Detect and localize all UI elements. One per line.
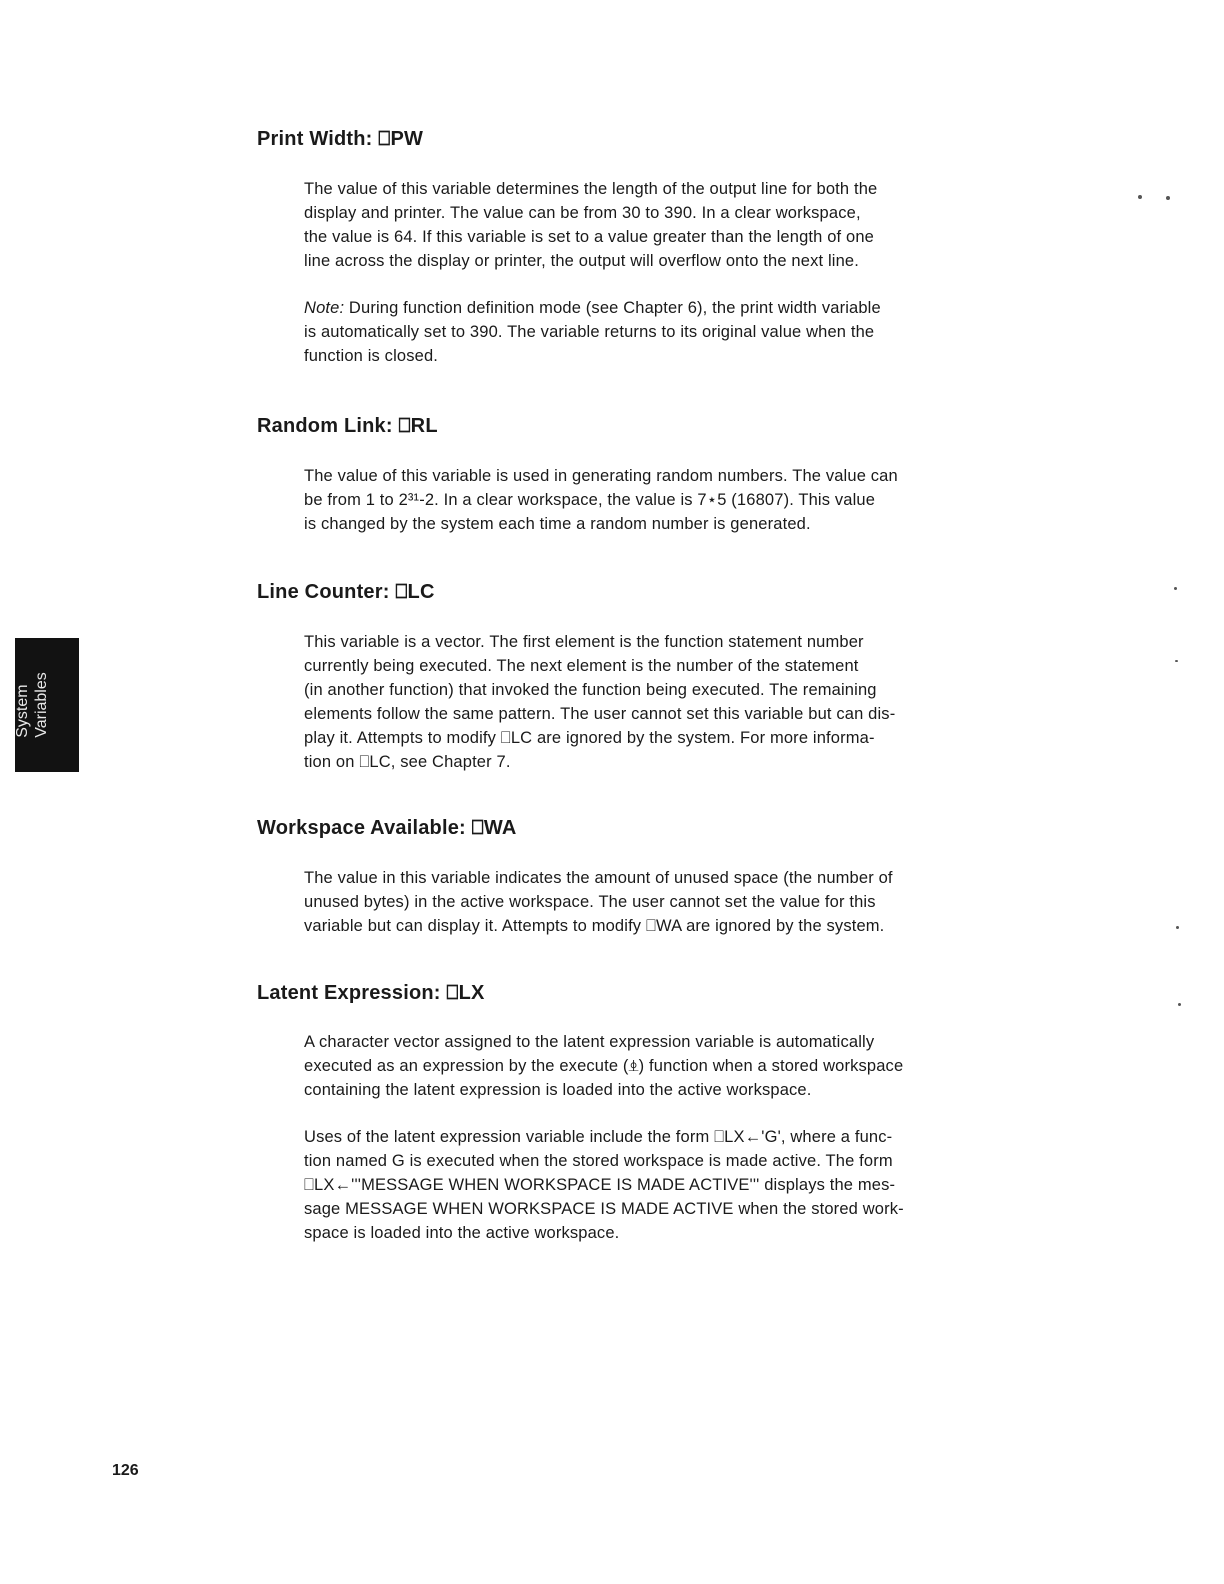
scan-speck: [1174, 587, 1177, 590]
text-line: tion named G is executed when the stored workspace is made active. The form: [304, 1152, 893, 1170]
text-line: [304, 296, 972, 320]
text-line: tion on ⎕LC, see Chapter 7.: [304, 753, 511, 771]
text-line: sage MESSAGE WHEN WORKSPACE IS MADE ACTIVE when the stored work-: [304, 1200, 904, 1218]
workspace-available-paragraph: [304, 866, 972, 938]
text-line: function is closed.: [304, 347, 439, 365]
text-line: ⎕LX←'''MESSAGE WHEN WORKSPACE IS MADE ACTIVE''' displays the mes-: [304, 1176, 896, 1194]
scan-speck: [1178, 1003, 1181, 1006]
text-line: be from 1 to 2³¹-2. In a clear workspace, the value is 7⋆5 (16807). This value: [304, 491, 876, 509]
section-heading-random-link: Random Link: ⎕RL: [257, 415, 438, 437]
scan-speck: [1175, 660, 1178, 662]
text-line: unused bytes) in the active workspace. The user cannot set the value for this: [304, 893, 876, 911]
text-line: play it. Attempts to modify ⎕LC are ignored by the system. For more informa-: [304, 729, 875, 747]
text-line: Uses of the latent expression variable include the form ⎕LX←'G', where a func-: [304, 1128, 893, 1146]
note-label: Note:: [304, 299, 345, 317]
print-width-paragraph: [304, 177, 972, 273]
random-link-paragraph: [304, 464, 972, 536]
line-counter-paragraph: [304, 630, 972, 774]
text-line: the value is 64. If this variable is set to a value greater than the length of one: [304, 228, 874, 246]
scan-speck: [1176, 926, 1179, 929]
print-width-note: [304, 296, 972, 368]
section-heading-line-counter: Line Counter: ⎕LC: [257, 581, 435, 603]
text-line: The value of this variable is used in generating random numbers. The value can: [304, 467, 898, 485]
latent-expression-paragraph: [304, 1030, 972, 1102]
note-text: During function definition mode (see Chapter 6), the print width variable: [344, 299, 881, 317]
text-line: This variable is a vector. The first element is the function statement number: [304, 633, 864, 651]
latent-expression-uses-paragraph: [304, 1125, 972, 1245]
scan-speck: [1166, 196, 1170, 200]
text-line: executed as an expression by the execute (⍎) function when a stored workspace: [304, 1057, 904, 1075]
section-heading-print-width: Print Width: ⎕PW: [257, 128, 424, 150]
page-number: 126: [112, 1462, 139, 1479]
text-line: variable but can display it. Attempts to modify ⎕WA are ignored by the system.: [304, 917, 885, 935]
scan-speck: [1138, 195, 1142, 199]
side-tab-label: [13, 672, 51, 738]
side-tab-line: Variables: [33, 672, 50, 738]
text-line: containing the latent expression is loaded into the active workspace.: [304, 1081, 812, 1099]
text-line: currently being executed. The next element is the number of the statement: [304, 657, 859, 675]
text-line: is automatically set to 390. The variable returns to its original value when the: [304, 323, 875, 341]
text-line: display and printer. The value can be from 30 to 390. In a clear workspace,: [304, 204, 861, 222]
text-line: is changed by the system each time a random number is generated.: [304, 515, 811, 533]
section-heading-latent-expression: Latent Expression: ⎕LX: [257, 982, 485, 1004]
side-tab-line: System: [14, 684, 31, 738]
section-heading-workspace-available: Workspace Available: ⎕WA: [257, 817, 517, 839]
text-line: space is loaded into the active workspace.: [304, 1224, 620, 1242]
text-line: The value of this variable determines the length of the output line for both the: [304, 180, 878, 198]
text-line: (in another function) that invoked the function being executed. The remaining: [304, 681, 877, 699]
text-line: The value in this variable indicates the amount of unused space (the number of: [304, 869, 893, 887]
text-line: line across the display or printer, the output will overflow onto the next line.: [304, 252, 859, 270]
text-line: A character vector assigned to the latent expression variable is automatically: [304, 1033, 875, 1051]
text-line: elements follow the same pattern. The user cannot set this variable but can dis-: [304, 705, 896, 723]
